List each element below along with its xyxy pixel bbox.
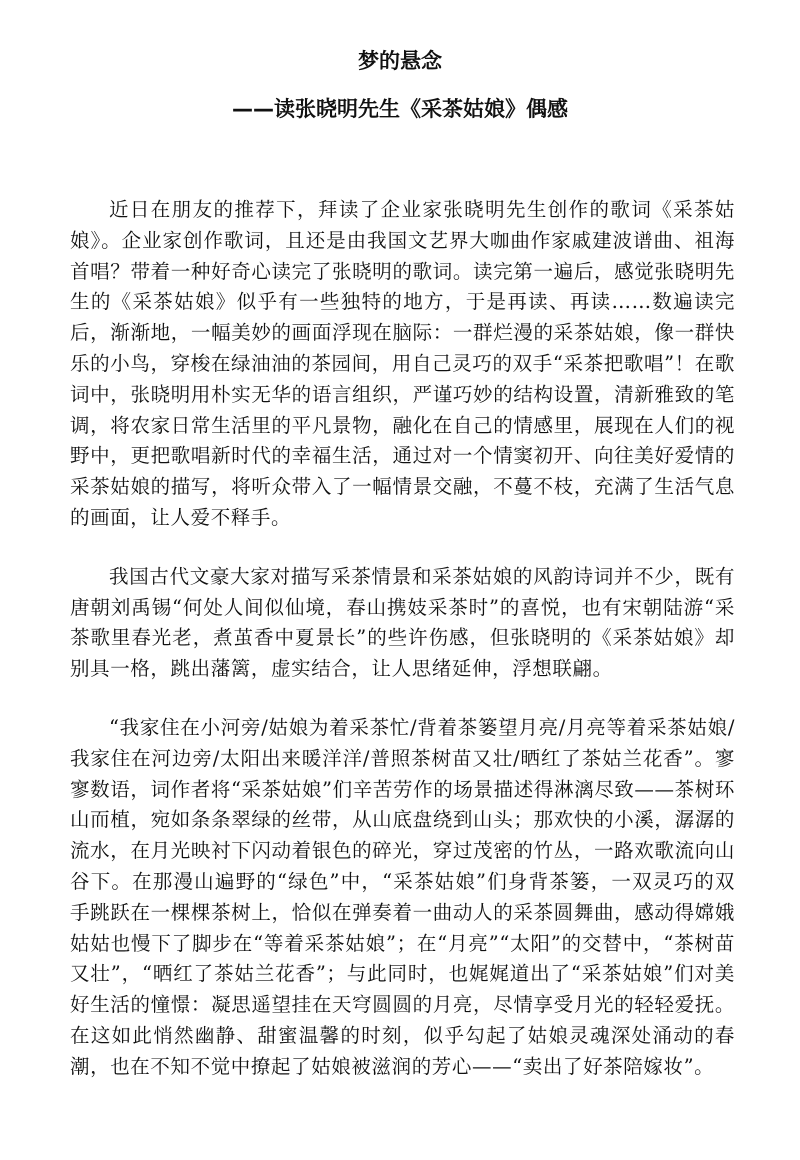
paragraph-2: 我国古代文豪大家对描写采茶情景和采茶姑娘的风韵诗词并不少，既有唐朝刘禹锡“何处人间似仙境，春山携妓采茶时”的喜悦，也有宋朝陆游“采茶歌里春光老，煮茧香中夏景长”的些许伤感，但张晓明的《采茶姑娘》却别具一格，跳出藩篱，虚实结合，让人思绪延伸，浮想联翩。 — [70, 564, 735, 681]
article-title: 梦的悬念 — [358, 49, 442, 73]
article-body — [70, 195, 735, 1083]
paragraph-1: 近日在朋友的推荐下，拜读了企业家张晓明先生创作的歌词《采茶姑娘》。企业家创作歌词，且还是由我国文艺界大咖曲作家戚建波谱曲、祖海首唱？带着一种好奇心读完了张晓明的歌词。读完第一遍后，感觉张晓明先生的《采茶姑娘》似乎有一些独特的地方，于是再读、再读……数遍读完后，渐渐地，一幅美妙的画面浮现在脑际：一群烂漫的采茶姑娘，像一群快乐的小鸟，穿梭在绿油油的茶园间，用自己灵巧的双手“采茶把歌唱”！在歌词中，张晓明用朴实无华的语言组织，严谨巧妙的结构设置，清新雅致的笔调，将农家日常生活里的平凡景物，融化在自己的情感里，展现在人们的视野中，更把歌唱新时代的幸福生活，通过对一个情窦初开、向往美好爱情的采茶姑娘的描写，将听众带入了一幅情景交融，不蔓不枝，充满了生活气息的画面，让人爱不释手。 — [70, 198, 735, 529]
paragraph-3: “我家住在小河旁/姑娘为着采茶忙/背着茶篓望月亮/月亮等着采茶姑娘/我家住在河边旁/太阳出来暖洋洋/普照茶树苗又壮/晒红了茶姑兰花香”。寥寥数语，词作者将“采茶姑娘”们辛苦劳作的场景描述得淋漓尽致——茶树环山而植，宛如条条翠绿的丝带，从山底盘绕到山头；那欢快的小溪，潺潺的流水，在月光映衬下闪动着银色的碎光，穿过茂密的竹丛，一路欢歌流向山谷下。在那漫山遍野的“绿色”中，“采茶姑娘”们身背茶篓，一双灵巧的双手跳跃在一棵棵茶树上，恰似在弹奏着一曲动人的采茶圆舞曲，感动得嫦娥姑姑也慢下了脚步在“等着采茶姑娘”；在“月亮”“太阳”的交替中，“茶树苗又壮”，“晒红了茶姑兰花香”；与此同时，也娓娓道出了“采茶姑娘”们对美好生活的憧憬：凝思遥望挂在天穹圆圆的月亮，尽情享受月光的轻轻爱抚。在这如此悄然幽静、甜蜜温馨的时刻，似乎勾起了姑娘灵魂深处涌动的春潮，也在不知不觉中撩起了姑娘被滋润的芳心——“卖出了好茶陪嫁妆”。 — [70, 715, 735, 1078]
article-subtitle: ——读张晓明先生《采茶姑娘》偶感 — [232, 97, 568, 121]
